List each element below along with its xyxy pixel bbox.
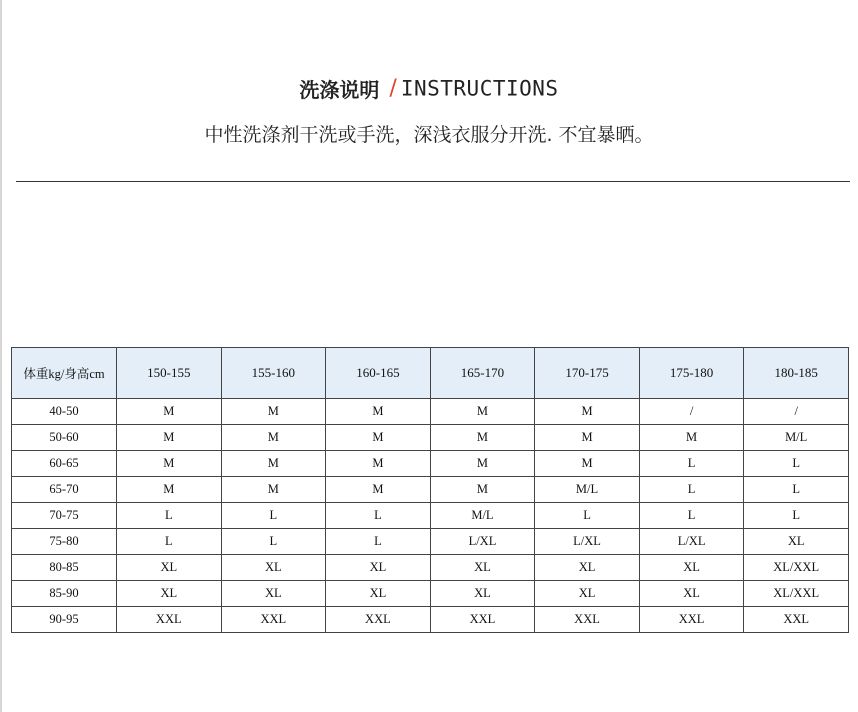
size-cell: L — [639, 451, 744, 477]
size-cell: M — [430, 399, 535, 425]
size-cell: M — [326, 425, 431, 451]
table-row — [12, 503, 849, 529]
size-cell: L — [744, 451, 849, 477]
table-row — [12, 451, 849, 477]
size-cell: XL/XXL — [744, 581, 849, 607]
divider-line — [16, 181, 850, 182]
column-header: 160-165 — [326, 348, 431, 399]
size-cell: M — [326, 477, 431, 503]
size-cell: XXL — [430, 607, 535, 633]
row-header-weight: 90-95 — [12, 607, 117, 633]
size-cell: M — [117, 399, 222, 425]
size-cell: L — [744, 477, 849, 503]
size-cell: L — [326, 529, 431, 555]
size-cell: L — [639, 477, 744, 503]
table-body — [12, 399, 849, 633]
title-slash: / — [389, 76, 397, 101]
size-cell: XL — [639, 555, 744, 581]
row-header-weight: 60-65 — [12, 451, 117, 477]
row-header-weight: 50-60 — [12, 425, 117, 451]
row-header-weight: 80-85 — [12, 555, 117, 581]
table-header-row — [12, 348, 849, 399]
column-header: 150-155 — [117, 348, 222, 399]
washing-instructions-text: 中性洗涤剂干洗或手洗，深浅衣服分开洗. 不宜暴晒。 — [204, 124, 654, 146]
table-row — [12, 529, 849, 555]
title-english: INSTRUCTIONS — [400, 76, 559, 101]
size-cell: XXL — [639, 607, 744, 633]
table-row — [12, 555, 849, 581]
size-cell: M — [221, 451, 326, 477]
size-cell: M — [535, 451, 640, 477]
size-cell: L — [221, 529, 326, 555]
size-cell: M — [221, 399, 326, 425]
size-cell: XL — [430, 555, 535, 581]
title-chinese: 洗涤说明 — [299, 78, 380, 102]
size-cell: M — [430, 477, 535, 503]
size-cell: M — [639, 425, 744, 451]
size-cell: XL — [535, 581, 640, 607]
size-cell: M — [117, 477, 222, 503]
size-cell: XL — [430, 581, 535, 607]
size-chart-table — [11, 347, 849, 633]
size-cell: M — [535, 425, 640, 451]
size-cell: M/L — [744, 425, 849, 451]
row-header-weight: 40-50 — [12, 399, 117, 425]
size-cell: L — [535, 503, 640, 529]
table-row — [12, 399, 849, 425]
size-cell: L/XL — [535, 529, 640, 555]
size-cell: XL/XXL — [744, 555, 849, 581]
size-cell: / — [744, 399, 849, 425]
size-cell: XXL — [326, 607, 431, 633]
size-cell: XL — [221, 555, 326, 581]
table-row — [12, 477, 849, 503]
corner-header: 体重kg/身高cm — [12, 348, 117, 399]
row-header-weight: 75-80 — [12, 529, 117, 555]
left-border — [0, 0, 2, 712]
size-cell: L — [117, 503, 222, 529]
size-cell: XXL — [535, 607, 640, 633]
size-cell: XXL — [221, 607, 326, 633]
size-cell: XL — [744, 529, 849, 555]
size-cell: XXL — [117, 607, 222, 633]
size-cell: L — [326, 503, 431, 529]
size-cell: M — [430, 425, 535, 451]
size-cell: XL — [326, 555, 431, 581]
size-cell: M — [221, 477, 326, 503]
size-cell: M — [326, 451, 431, 477]
column-header: 175-180 — [639, 348, 744, 399]
size-cell: M — [430, 451, 535, 477]
column-header: 170-175 — [535, 348, 640, 399]
size-cell: XL — [221, 581, 326, 607]
size-cell: M — [221, 425, 326, 451]
column-header: 180-185 — [744, 348, 849, 399]
size-cell: XXL — [744, 607, 849, 633]
size-cell: XL — [117, 581, 222, 607]
row-header-weight: 70-75 — [12, 503, 117, 529]
table-row — [12, 425, 849, 451]
size-cell: M/L — [430, 503, 535, 529]
size-cell: M/L — [535, 477, 640, 503]
column-header: 155-160 — [221, 348, 326, 399]
size-cell: M — [117, 425, 222, 451]
table-row — [12, 581, 849, 607]
section-title — [0, 74, 858, 103]
size-cell: L — [221, 503, 326, 529]
row-header-weight: 85-90 — [12, 581, 117, 607]
size-cell: L/XL — [430, 529, 535, 555]
size-cell: L — [639, 503, 744, 529]
size-cell: L — [117, 529, 222, 555]
size-cell: M — [535, 399, 640, 425]
size-cell: / — [639, 399, 744, 425]
size-cell: XL — [535, 555, 640, 581]
size-cell: L/XL — [639, 529, 744, 555]
size-cell: M — [326, 399, 431, 425]
size-cell: XL — [326, 581, 431, 607]
column-header: 165-170 — [430, 348, 535, 399]
size-cell: XL — [639, 581, 744, 607]
table-row — [12, 607, 849, 633]
size-cell: XL — [117, 555, 222, 581]
size-cell: M — [117, 451, 222, 477]
row-header-weight: 65-70 — [12, 477, 117, 503]
size-cell: L — [744, 503, 849, 529]
